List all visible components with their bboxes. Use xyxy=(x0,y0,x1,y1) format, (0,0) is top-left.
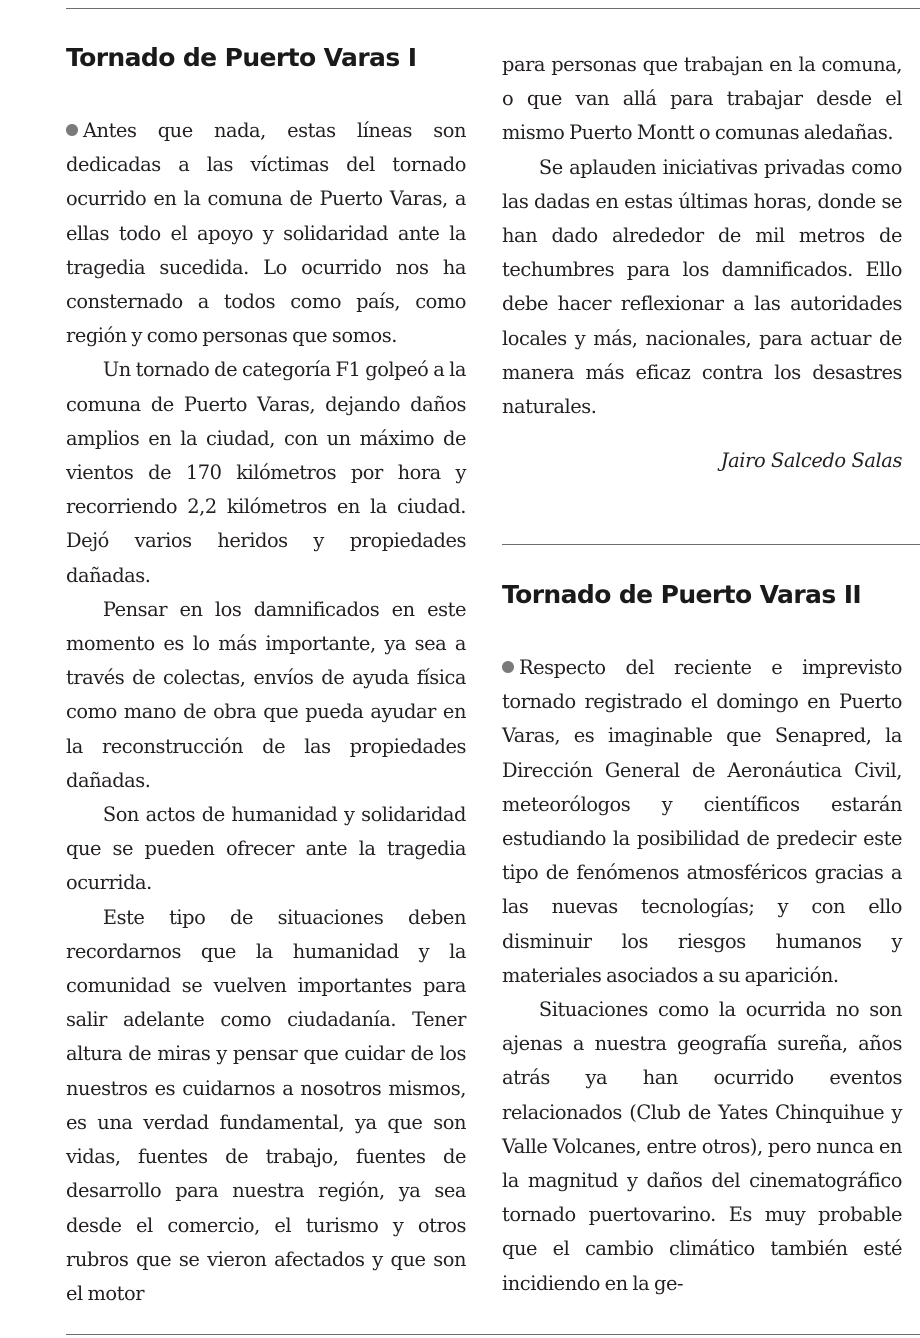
letter-1-paragraph: para personas que trabajan en la comuna, o que van allá para trabajar desde el mismo Puerto Montt o comunas aledañas. xyxy=(502,53,902,145)
letter-1-paragraph: Se aplauden iniciativas privadas como las dadas en estas últimas horas, donde se han dado alrededor de mil metros de techumbres para los damnificados. Ello debe hacer reflexionar a las autoridades locales y más, nacionales, para actuar de manera más eficaz contra los desastres naturales. xyxy=(502,155,902,419)
top-rule xyxy=(66,8,920,9)
letter-1-paragraph-text: Antes que nada, estas líneas son dedicadas a las víctimas del tornado ocurrido en la comuna de Puerto Varas, a ellas todo el apoyo y solidaridad ante la tragedia sucedida. Lo ocurrido nos ha consternado a todos como país, como región y como personas que somos. xyxy=(66,119,466,348)
letter-1-paragraph: Son actos de humanidad y solidaridad que se pueden ofrecer ante la tragedia ocurrida. xyxy=(66,803,466,895)
letter-1-paragraph xyxy=(66,114,466,353)
letter-1-paragraph: Un tornado de categoría F1 golpeó a la comuna de Puerto Varas, dejando daños amplios en la ciudad, con un máximo de vientos de 170 kilómetros por hora y recorriendo 2,2 kilómetros en la ciudad. Dejó varios heridos y propiedades dañadas. xyxy=(66,358,466,587)
letter-2-paragraph-text: Respecto del reciente e imprevisto tornado registrado el domingo en Puerto Varas, es imaginable que Senapred, la Dirección General de Aeronáutica Civil, meteorólogos y científicos estarán estudiando la posibilidad de predecir este tipo de fenómenos atmosféricos gracias a las nuevas tecnologías; y con ello disminuir los riesgos humanos y materiales asociados a su aparición. xyxy=(502,656,902,987)
letter-1-paragraph: Este tipo de situaciones deben recordarnos que la humanidad y la comunidad se vuelven importantes para salir adelante como ciudadanía. Tener altura de miras y pensar que cuidar de los nuestros es cuidarnos a nosotros mismos, es una verdad fundamental, ya que son vidas, fuentes de trabajo, fuentes de desarrollo para nuestra región, ya sea desde el comercio, el turismo y otros rubros que se vieron afectados y que son el motor xyxy=(66,905,466,1305)
letter-1-column-left xyxy=(66,40,466,1311)
bullet-icon xyxy=(66,124,78,136)
bullet-icon xyxy=(502,661,514,673)
letter-2-paragraph: Situaciones como la ocurrida no son ajenas a nuestra geografía sureña, años atrás ya han ocurrido eventos relacionados (Club de Yates Chinquihue y Valle Volcanes, entre otros), pero nunca en la magnitud y daños del cinematográfico tornado puertovarino. Es muy probable que el cambio climático también esté incidiendo en la ge- xyxy=(502,998,902,1295)
letter-1-column-right xyxy=(502,48,902,478)
letter-1-title: Tornado de Puerto Varas I xyxy=(66,43,417,72)
letter-2-title: Tornado de Puerto Varas II xyxy=(502,580,862,609)
letter-2-paragraph xyxy=(502,651,902,993)
letter-1-paragraph: Pensar en los damnificados en este momento es lo más importante, ya sea a través de colectas, envíos de ayuda física como mano de obra que pueda ayudar en la reconstrucción de las propiedades dañadas. xyxy=(66,597,466,792)
letter-1-author: Jairo Salcedo Salas xyxy=(720,449,902,473)
letter-2 xyxy=(502,577,902,1301)
bottom-rule xyxy=(66,1334,920,1335)
section-divider xyxy=(502,544,920,545)
